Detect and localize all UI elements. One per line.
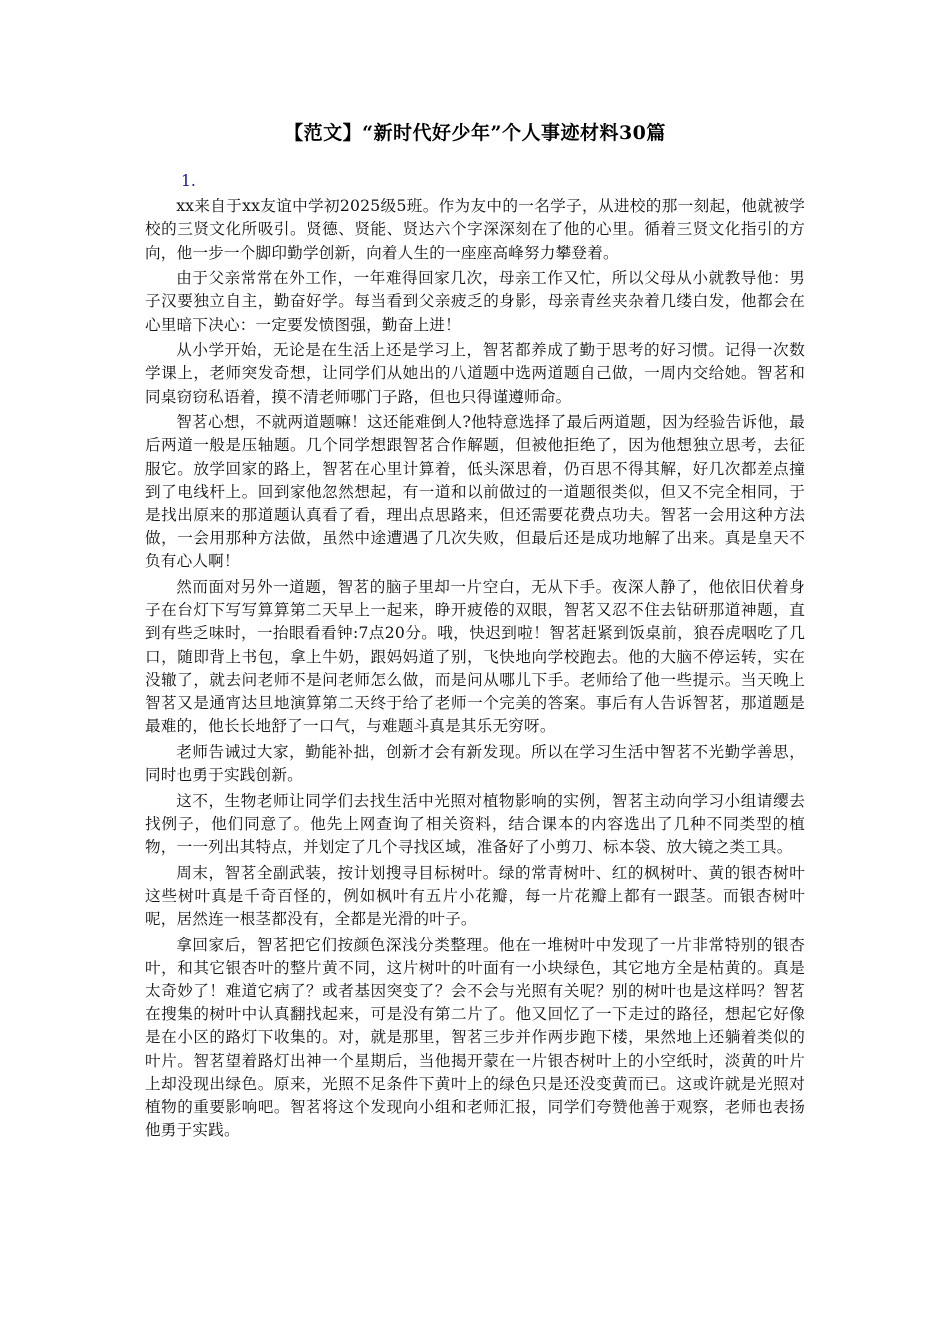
- paragraph: 拿回家后，智茗把它们按颜色深浅分类整理。他在一堆树叶中发现了一片非常特别的银杏叶，和其它银杏叶的整片黄不同，这片树叶的叶面有一小块绿色，其它地方全是枯黄的。真是太奇妙了！难道它病了？或者基因突变了？会不会与光照有关呢？别的树叶也是这样吗？智茗在搜集的树叶中认真翻找起来，可是没有第二片了。他又回忆了一下走过的路径，想起它好像是在小区的路灯下收集的。对，就是那里，智茗三步并作两步跑下楼，果然地上还躺着类似的叶片。智茗望着路灯出神一个星期后，当他揭开蒙在一片银杏树叶上的小空纸时，淡黄的叶片上却没现出绿色。原来，光照不足条件下黄叶上的绿色只是还没变黄而已。这或许就是光照对植物的重要影响吧。智茗将这个发现向小组和老师汇报，同学们夸赞他善于观察，老师也表扬他勇于实践。: [145, 935, 805, 1140]
- paragraph: 由于父亲常常在外工作，一年难得回家几次，母亲工作又忙，所以父母从小就教导他：男子汉要独立自主，勤奋好学。每当看到父亲疲乏的身影，母亲青丝夹杂着几缕白发，他都会在心里暗下决心：一定要发愤图强，勤奋上进！: [145, 269, 805, 334]
- paragraph: 从小学开始，无论是在生活上还是学习上，智茗都养成了勤于思考的好习惯。记得一次数学课上，老师突发奇想，让同学们从她出的八道题中选两道题自己做，一周内交给她。智茗和同桌窃窃私语着，摸不清老师哪门子路，但也只得谨遵师命。: [145, 341, 805, 406]
- paragraph: xx来自于xx友谊中学初2025级5班。作为友中的一名学子，从进校的那一刻起，他就被学校的三贤文化所吸引。贤德、贤能、贤达六个字深深刻在了他的心里。循着三贤文化指引的方向，他一步一个脚印勤学创新，向着人生的一座座高峰努力攀登着。: [145, 197, 805, 262]
- document-title: 【范文】“新时代好少年”个人事迹材料30篇: [284, 122, 666, 144]
- paragraph: 然而面对另外一道题，智茗的脑子里却一片空白，无从下手。夜深人静了，他依旧伏着身子在台灯下写写算算第二天早上一起来，睁开疲倦的双眼，智茗又忍不住去钻研那道神题，直到有些乏味时，一抬眼看看钟:7点20分。哦，快迟到啦！智茗赶紧到饭桌前，狼吞虎咽吃了几口，随即背上书包，拿上牛奶，跟妈妈道了别，飞快地向学校跑去。他的大脑不停运转，实在没辙了，就去问老师不是问老师怎么做，而是问从哪儿下手。老师给了他一些提示。当天晚上智茗又是通宵达旦地演算第二天终于给了老师一个完美的答案。事后有人告诉智茗，那道题是最难的，他长长地舒了一口气，与难题斗真是其乐无穷呀。: [145, 578, 805, 736]
- paragraph: 周末，智茗全副武装，按计划搜寻目标树叶。绿的常青树叶、红的枫树叶、黄的银杏树叶这些树叶真是千奇百怪的，例如枫叶有五片小花瓣，每一片花瓣上都有一跟茎。而银杏树叶呢，居然连一根茎都没有，全都是光滑的叶子。: [145, 863, 805, 929]
- paragraph: 这不，生物老师让同学们去找生活中光照对植物影响的实例，智茗主动向学习小组请缨去找例子，他们同意了。他先上网查询了相关资料，结合课本的内容选出了几种不同类型的植物，一一列出其特点，并划定了几个寻找区域，准备好了小剪刀、标本袋、放大镜之类工具。: [145, 791, 805, 857]
- document-body: [145, 170, 805, 1145]
- item-number: 1.: [181, 172, 196, 190]
- paragraph: 老师告诫过大家，勤能补拙，创新才会有新发现。所以在学习生活中智茗不光勤学善思，同时也勇于实践创新。: [145, 742, 805, 785]
- paragraph: 智茗心想，不就两道题嘛！这还能难倒人?他特意选择了最后两道题，因为经验告诉他，最后两道一般是压轴题。几个同学想跟智茗合作解题，但被他拒绝了，因为他想独立思考，去征服它。放学回家的路上，智茗在心里计算着，低头深思着，仍百思不得其解，好几次都差点撞到了电线杆上。回到家他忽然想起，有一道和以前做过的一道题很类似，但又不完全相同，于是找出原来的那道题认真看了看，理出点思路来，但还需要花费点功夫。智茗一会用这种方法做，一会用那种方法做，虽然中途遭遇了几次失败，但最后还是成功地解了出来。真是皇天不负有心人啊！: [145, 413, 805, 571]
